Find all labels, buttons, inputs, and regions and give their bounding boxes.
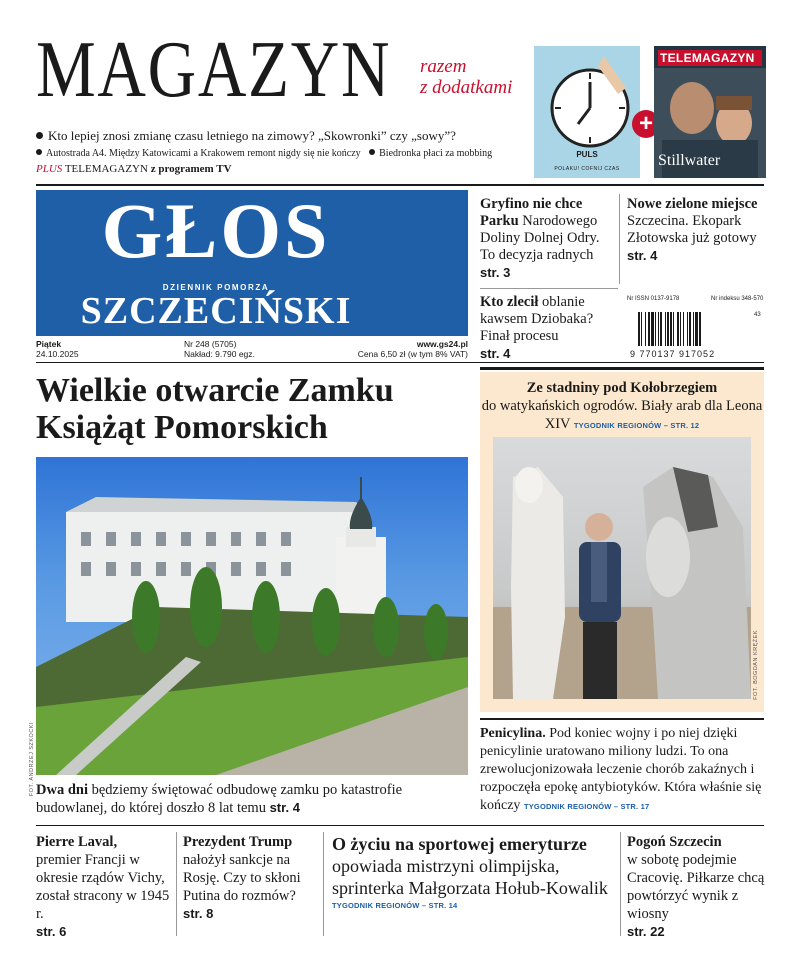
penicylina-rule [480, 718, 764, 720]
horse-story-text [480, 379, 764, 435]
bullet-icon [36, 149, 42, 155]
castle-caption-text: będziemy świętować odbudowę zamku po katastrofie budowlanej, do której doszło 8 lat temu [36, 782, 403, 816]
castle-illustration [36, 457, 468, 775]
teaser-dziobak-text: oblanie kawsem Dziobaka? Finał procesu [480, 294, 594, 344]
teaser-laval-page: str. 6 [36, 924, 67, 939]
column-divider [619, 194, 620, 284]
telemagazyn-label: TELEMAGAZYN [62, 163, 151, 175]
magazyn-subtitle [420, 56, 512, 98]
teaser-pogon-text: w sobotę podejmie Cracovię. Piłkarze chcą powtórzyć wynik z wiosny [627, 852, 765, 922]
magazyn-teaser-2b-text: Biedronka płaci za mobbing [379, 148, 493, 159]
section-rule [36, 362, 764, 363]
masthead-title: GŁOS [101, 187, 331, 274]
bottom-rule [36, 825, 764, 826]
teaser-zycie-tag[interactable]: TYGODNIK REGIONÓW – STR. 14 [332, 901, 458, 910]
magazyn-title: MAGAZYN [36, 26, 392, 114]
issn: Nr ISSN 0137-9178 [627, 296, 680, 302]
teaser-zycie-bold: O życiu na sportowej emeryturze [332, 834, 587, 854]
teaser-trump-text: nałożył sankcje na Rosję. Czy to skłoni Putina do rozmów? [183, 852, 301, 904]
column-divider [176, 832, 177, 936]
puls-logo: PULS [576, 150, 598, 159]
plus-label: PLUS [36, 163, 63, 175]
teaser-zycie[interactable] [332, 833, 616, 913]
issue-number [184, 339, 255, 359]
castle-caption-bold: Dwa dni [36, 782, 88, 798]
penicylina-bold: Penicylina. [480, 726, 546, 741]
teaser-trump[interactable] [183, 833, 319, 923]
issue-day: Piątek [36, 339, 62, 349]
website-price [290, 339, 468, 359]
teaser-dziobak-page: str. 4 [480, 346, 511, 361]
telemagazyn-cover[interactable] [654, 46, 766, 178]
masthead-tagline: DZIENNIK POMORZA [162, 283, 270, 292]
bullet-icon [36, 132, 43, 139]
teaser-zielone-text: Szczecina. Ekopark Złotowska już gotowy [627, 213, 757, 246]
teaser-zycie-text: opowiada mistrzyni olimpijska, sprinterka Małgorzata Hołub-Kowalik [332, 856, 608, 898]
magazyn-subtitle-line2: z dodatkami [420, 77, 513, 98]
teaser-laval-bold: Pierre Laval, [36, 834, 118, 850]
barcode-number: 9 770137 917052 [630, 349, 716, 359]
telemagazyn-logo: TELEMAGAZYN [658, 50, 762, 66]
issue-date [36, 339, 79, 359]
teaser-laval-text: premier Francji w okresie rządów Vichy, został stracony w 1945 r. [36, 852, 170, 922]
plus-icon: + [632, 110, 660, 138]
puls-cover[interactable] [534, 46, 640, 178]
horse-story-tag[interactable]: TYGODNIK REGIONÓW – STR. 12 [573, 421, 700, 430]
bullet-icon [369, 149, 375, 155]
horse-story-body: do watykańskich ogrodów. Biały arab dla Leona XIV [481, 398, 763, 432]
issue-number-value: Nr 248 (5705) [184, 339, 237, 349]
issue-code: 43 [754, 312, 761, 318]
castle-photo [36, 457, 468, 775]
film-title: Stillwater [658, 152, 721, 169]
teaser-pogon-bold: Pogoń Szczecin [627, 834, 722, 850]
magazyn-teaser-1[interactable] [36, 128, 456, 144]
column-divider [323, 832, 324, 936]
magazyn-subtitle-line1: razem [420, 56, 467, 77]
teaser-gryfino-bold: Gryfino nie chce Parku [480, 196, 583, 229]
magazyn-teaser-2a-text: Autostrada A4. Między Katowicami a Krakowem remont nigdy się nie kończy [46, 148, 361, 159]
price: Cena 6,50 zł (w tym 8% VAT) [357, 349, 468, 359]
horse-box-top-rule [480, 367, 764, 370]
masthead-city: SZCZECIŃSKI [80, 290, 352, 332]
horse-illustration [493, 437, 751, 699]
teaser-divider [480, 288, 618, 289]
teaser-dziobak[interactable] [480, 294, 614, 362]
barcode [638, 312, 758, 346]
teaser-gryfino[interactable] [480, 196, 614, 281]
magazyn-teaser-1-text: Kto lepiej znosi zmianę czasu letniego na zimowy? „Skowronki” czy „sowy”? [48, 128, 456, 143]
program-tv-label: z programem TV [150, 163, 232, 175]
teaser-pogon-page: str. 22 [627, 924, 665, 939]
teaser-dziobak-bold: Kto zlecił [480, 294, 539, 310]
horse-photo [493, 437, 751, 699]
headline-line1: Wielkie otwarcie Zamku [36, 372, 394, 409]
castle-caption[interactable] [36, 781, 468, 817]
issue-date-value: 24.10.2025 [36, 349, 79, 359]
magazyn-teaser-2[interactable] [36, 148, 492, 159]
header-rule [36, 184, 764, 186]
index-number: Nr indeksu 348-570 [711, 296, 764, 302]
penicylina-story[interactable] [480, 725, 765, 816]
teaser-zielone-page: str. 4 [627, 248, 658, 263]
teaser-laval[interactable] [36, 833, 174, 941]
castle-photo-credit: FOT. ANDRZEJ SZKOCKI [29, 722, 35, 797]
website-link[interactable]: www.gs24.pl [416, 339, 468, 349]
teaser-gryfino-page: str. 3 [480, 265, 511, 280]
headline-line2: Książąt Pomorskich [36, 409, 328, 446]
teaser-trump-page: str. 8 [183, 906, 214, 921]
print-run: Nakład: 9.790 egz. [184, 349, 255, 359]
penicylina-tag[interactable]: TYGODNIK REGIONÓW – STR. 17 [523, 802, 650, 811]
main-headline[interactable] [36, 372, 394, 446]
teaser-gryfino-text: Narodowego Doliny Dolnej Odry. To decyzja radnych [480, 213, 600, 263]
barcode-bar [701, 312, 702, 346]
horse-photo-credit: FOT. BOGDAN KRĘŻEK [753, 630, 759, 700]
puls-caption: POLAKU! COFNIJ CZAS [554, 166, 620, 172]
castle-caption-page: str. 4 [269, 800, 300, 815]
teaser-trump-bold: Prezydent Trump [183, 834, 293, 850]
plus-telemagazyn-line[interactable] [36, 163, 232, 175]
column-divider [620, 832, 621, 936]
teaser-pogon[interactable] [627, 833, 767, 941]
teaser-zielone[interactable] [627, 196, 765, 264]
teaser-zielone-bold: Nowe zielone miejsce [627, 196, 758, 212]
penicylina-text: Pod koniec wojny i po niej dzięki penicylinie uratowano miliony ludzi. To ona zrewolucjonizowała leczenie chorób zakaźnych i rozpoczęła epokę antybiotyków. Która właśnie się kończy [480, 726, 762, 813]
horse-story-title: Ze stadniny pod Kołobrzegiem [526, 380, 718, 396]
